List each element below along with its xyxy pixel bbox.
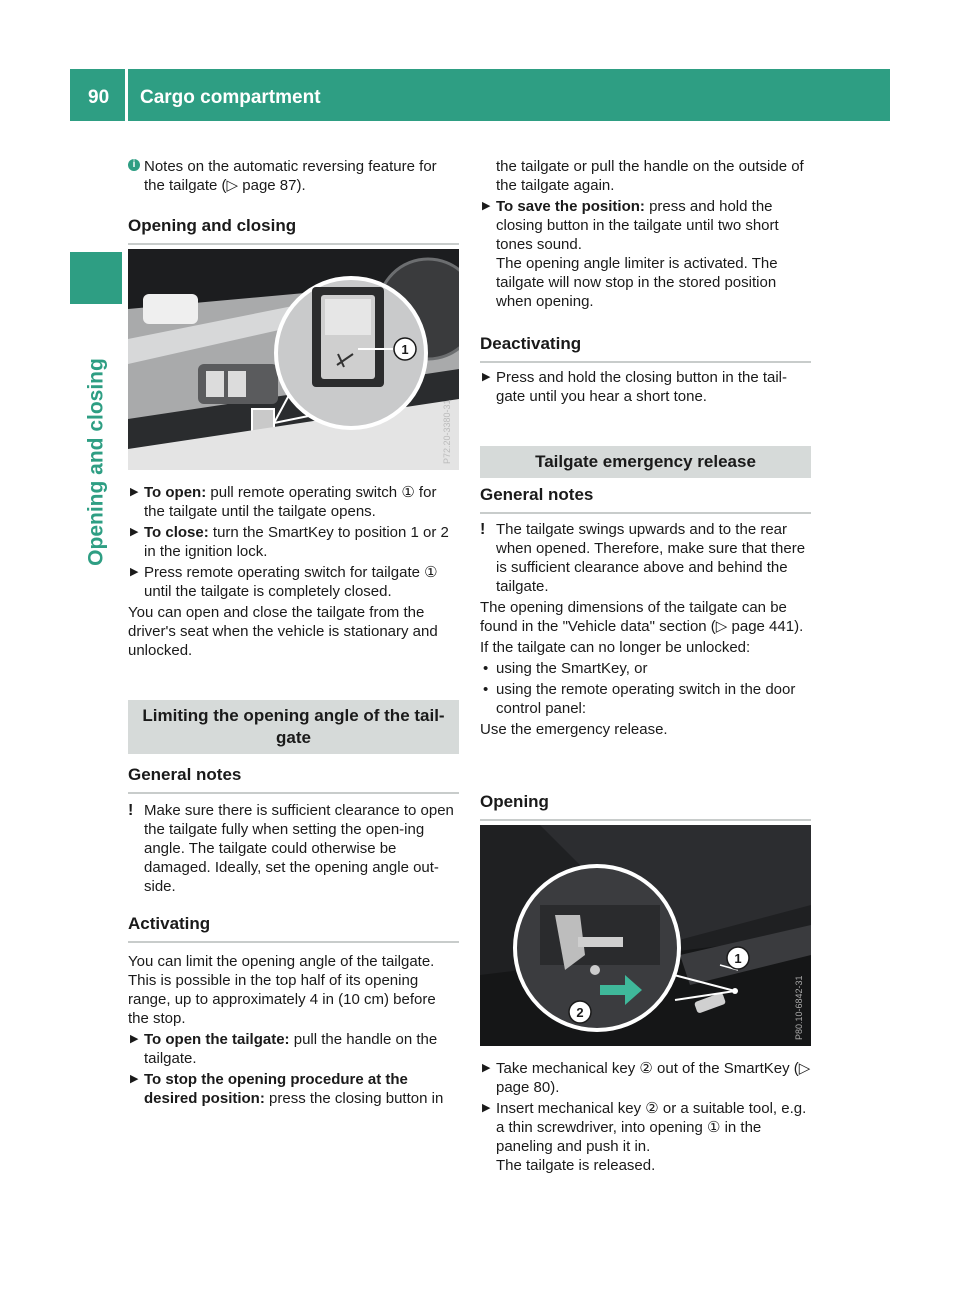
continued-text: the tailgate or pull the handle on the outside of the tailgate again. xyxy=(496,158,804,194)
section-band-emergency: Tailgate emergency release xyxy=(480,446,811,478)
warning-icon: ! xyxy=(128,802,134,819)
figure-callout-1: 1 xyxy=(401,342,409,357)
paragraph-use-release: Use the emergency release. xyxy=(480,721,668,738)
subheading-general-notes-right: General notes xyxy=(480,485,811,514)
arrow-icon: ▶ xyxy=(130,486,139,498)
deactivating-content xyxy=(480,368,811,406)
emergency-content xyxy=(480,520,811,739)
right-column-top xyxy=(480,157,811,311)
paragraph-open-close: You can open and close the tailgate from the driver's seat when the vehicle is stationary and unlocked. xyxy=(128,604,438,659)
chapter-tab xyxy=(70,252,122,304)
figure-cargo-panel xyxy=(480,825,811,1046)
step-press-switch: ▶ Press remote operating switch for tailgate ① until the tailgate is completely closed. xyxy=(130,564,438,600)
figure-code: P72.20-3380-31 xyxy=(442,399,452,464)
subheading-general-notes: General notes xyxy=(128,765,459,794)
step-take-key: ▶ Take mechanical key ② out of the SmartKey (▷ page 80). xyxy=(482,1060,811,1096)
info-icon: i xyxy=(128,159,140,171)
figure-door-panel xyxy=(128,249,459,470)
arrow-icon: ▶ xyxy=(482,371,491,383)
steps-emergency-opening xyxy=(480,1059,811,1175)
step-open-tailgate: ▶ To open the tailgate: pull the handle on the tailgate. xyxy=(130,1031,438,1067)
step-save-position: ▶ To save the position: press and hold the closing button in the tailgate until two short tones sound. xyxy=(482,198,779,253)
header-divider xyxy=(125,69,128,121)
warning-icon: ! xyxy=(480,521,486,538)
left-column xyxy=(128,157,459,195)
page-title: Cargo compartment xyxy=(140,87,321,108)
step-open: ▶ To open: pull remote operating switch ① for the tailgate until the tailgate opens. xyxy=(130,484,437,520)
arrow-icon: ▶ xyxy=(130,1033,139,1045)
arrow-icon: ▶ xyxy=(130,1073,139,1085)
warning-note-right: ! The tailgate swings upwards and to the rear when opened. Therefore, make sure that there is sufficient clearance above and behind the tailgate. xyxy=(480,521,806,595)
paragraph-activating: You can limit the opening angle of the tailgate. This is possible in the top half of its opening range, up to approximately 4 in (10 cm) before the stop. xyxy=(128,953,436,1027)
figure-callout-2: 2 xyxy=(576,1005,584,1020)
warning-note-left: ! Make sure there is sufficient clearance to open the tailgate fully when setting the open-ing angle. The tailgate could otherwise be damaged. Ideally, set the opening angle out-side. xyxy=(128,802,454,895)
paragraph-unlock-intro: If the tailgate can no longer be unlocked: xyxy=(480,639,751,656)
step-close: ▶ To close: turn the SmartKey to position 1 or 2 in the ignition lock. xyxy=(130,524,449,560)
bullet-icon: • xyxy=(483,681,489,698)
page-number: 90 xyxy=(88,87,110,108)
subheading-activating: Activating xyxy=(128,914,459,943)
bullet-icon: • xyxy=(483,660,489,677)
list-item: • using the SmartKey, or xyxy=(483,660,648,677)
info-note: i Notes on the automatic reversing feature for the tailgate (▷ page 87). xyxy=(128,157,459,195)
subheading-opening: Opening xyxy=(480,792,811,821)
subheading-deactivating: Deactivating xyxy=(480,334,811,363)
section-band-limiting: Limiting the opening angle of the tail-gate xyxy=(128,700,459,754)
section-heading-opening-closing: Opening and closing xyxy=(128,216,459,245)
arrow-icon: ▶ xyxy=(130,566,139,578)
list-item: • using the remote operating switch in the door control panel: xyxy=(483,681,796,717)
step-deactivate: ▶ Press and hold the closing button in the tail-gate until you hear a short tone. xyxy=(482,369,788,405)
released-text: The tailgate is released. xyxy=(496,1157,656,1174)
activating-content xyxy=(128,952,459,1108)
step-stop-opening: ▶ To stop the opening procedure at the desired position: press the closing button in xyxy=(130,1071,444,1107)
steps-opening xyxy=(128,483,459,660)
figure-callout-1: 1 xyxy=(734,951,742,966)
save-result-text: The opening angle limiter is activated. The tailgate will now stop in the stored position when opening. xyxy=(496,255,778,310)
figure-code: P80.10-6842-31 xyxy=(794,975,804,1040)
paragraph-dimensions: The opening dimensions of the tailgate can be found in the "Vehicle data" section (▷ page 441). xyxy=(480,599,804,635)
arrow-icon: ▶ xyxy=(130,526,139,538)
arrow-icon: ▶ xyxy=(482,1062,491,1074)
chapter-label: Opening and closing xyxy=(84,358,108,566)
step-insert-key: ▶ Insert mechanical key ② or a suitable tool, e.g. a thin screwdriver, into opening ① in the paneling and push it in. xyxy=(482,1100,807,1155)
arrow-icon: ▶ xyxy=(482,200,491,212)
arrow-icon: ▶ xyxy=(482,1102,491,1114)
